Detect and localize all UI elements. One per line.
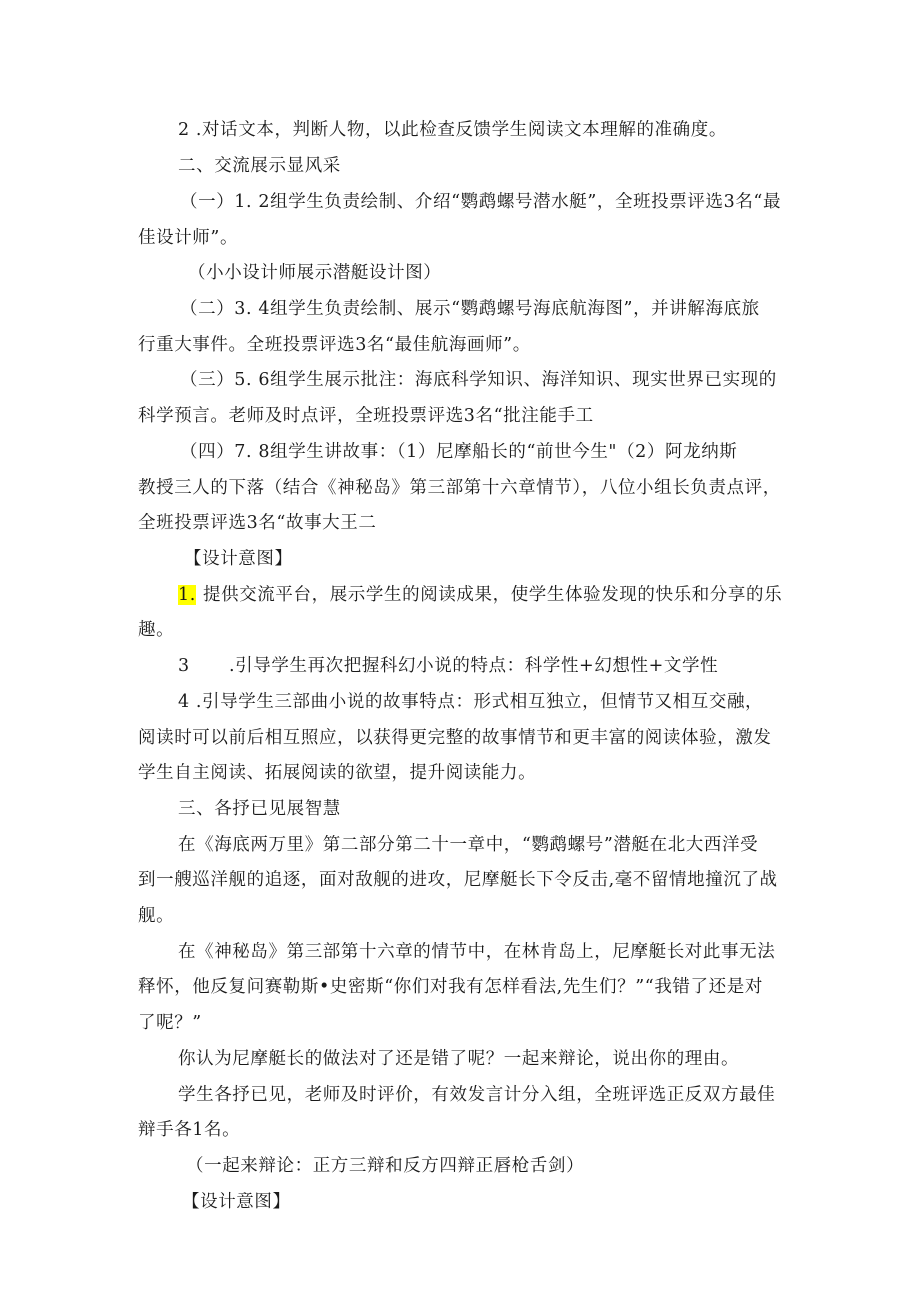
list-number-highlight [178,584,196,606]
highlight-mark: 1. [178,585,196,605]
paragraph-line: 提供交流平台，展示学生的阅读成果，使学生体验发现的快乐和分享的乐 [203,585,783,605]
paragraph-line: 学生各抒已见，老师及时评价，有效发言计分入组，全班评选正反双方最佳 [178,1085,776,1105]
paragraph-line: 舰。 [138,906,175,926]
design-intent-heading: 【设计意图】 [184,549,293,569]
design-intent-heading: 【设计意图】 [182,1192,291,1212]
paragraph-line: 学生自主阅读、拓展阅读的欲望，提升阅读能力。 [138,763,537,783]
paragraph-line: .引导学生再次把握科幻小说的特点：科学性+幻想性+文学性 [229,656,719,676]
paragraph-line: 在《海底两万里》第二部分第二十一章中，“鹦鹉螺号”潜艇在北大西洋受 [178,835,759,855]
paragraph-line: （一起来辩论：正方三辩和反方四辩正唇枪舌剑） [186,1156,585,1176]
paragraph-line: 释怀，他反复问赛勒斯•史密斯“你们对我有怎样看法,先生们？”“我错了还是对 [138,977,763,997]
paragraph-line: 行重大事件。全班投票评选3名“最佳航海画师”。 [138,335,531,355]
paragraph-line: 佳设计师”。 [138,228,239,248]
paragraph-line: 阅读时可以前后相互照应，以获得更完整的故事情节和更丰富的阅读体验，激发 [138,728,772,748]
paragraph-line: 教授三人的下落（结合《神秘岛》第三部第十六章情节），八位小组长负责点评， [138,478,781,498]
paragraph-line: 了呢？” [138,1013,202,1033]
paragraph-line: 趣。 [138,620,175,640]
paragraph-line: 全班投票评选3名“故事大王二 [138,513,377,533]
paragraph-line: 2 .对话文本，判断人物，以此检查反馈学生阅读文本理解的准确度。 [178,120,727,140]
paragraph-line: （一）1. 2组学生负责绘制、介绍“鹦鹉螺号潜水艇”，全班投票评选3名“最 [180,192,782,212]
paragraph-line: 在《神秘岛》第三部第十六章的情节中，在林肯岛上，尼摩艇长对此事无法 [178,942,776,962]
paragraph-line: 到一艘巡洋舰的追逐，面对敌舰的进攻，尼摩艇长下令反击,毫不留情地撞沉了战 [138,870,778,890]
paragraph-line: 4 .引导学生三部曲小说的故事特点：形式相互独立，但情节又相互交融， [178,692,764,712]
paragraph-line: 辩手各1名。 [138,1120,241,1140]
paragraph-line: 科学预言。老师及时点评，全班投票评选3名“批注能手工 [138,406,594,426]
paragraph-line: （小小设计师展示潜艇设计图） [188,263,442,283]
paragraph-line: （四）7. 8组学生讲故事：（1）尼摩船长的“前世今生"（2）阿龙纳斯 [180,442,738,462]
list-number: 3 [178,656,190,676]
section-heading: 二、交流展示显风采 [178,156,341,176]
paragraph-line: 你认为尼摩艇长的做法对了还是错了呢？一起来辩论，说出你的理由。 [178,1049,740,1069]
paragraph-line: （二）3. 4组学生负责绘制、展示“鹦鹉螺号海底航海图”，并讲解海底旅 [180,299,760,319]
section-heading: 三、各抒已见展智慧 [178,799,341,819]
paragraph-line: （三）5. 6组学生展示批注：海底科学知识、海洋知识、现实世界已实现的 [180,370,777,390]
